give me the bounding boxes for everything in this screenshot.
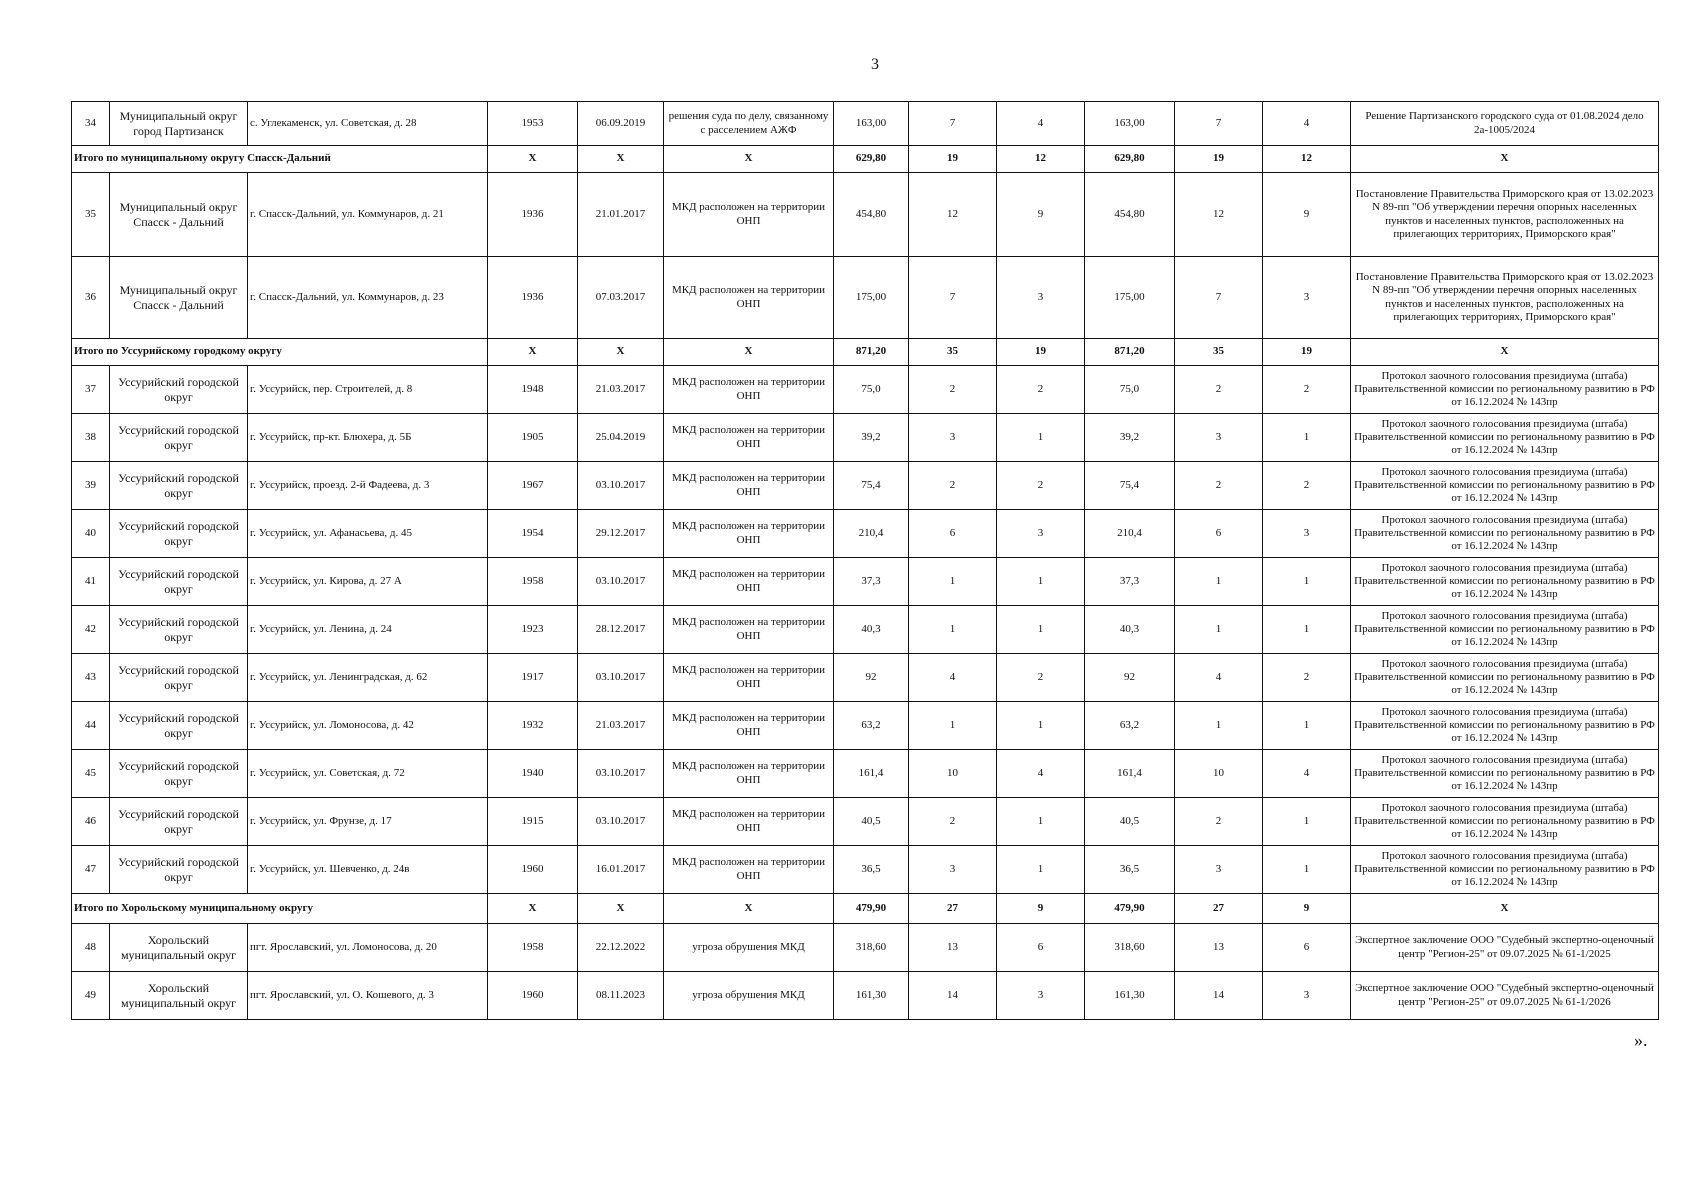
basis-cell: Экспертное заключение ООО "Судебный экспертно-оценочный центр "Регион-25" от 09.07.2025 № 61-1/2026 bbox=[1351, 972, 1659, 1020]
subtotal-label: Итого по Уссурийскому городкому округу bbox=[72, 339, 488, 366]
row-number-cell: 39 bbox=[72, 462, 110, 510]
apartments-resettle-cell: 9 bbox=[1263, 173, 1351, 257]
municipality-cell: Уссурийский городской округ bbox=[110, 366, 248, 414]
persons-resettle-cell: 27 bbox=[1175, 894, 1263, 924]
address-cell: г. Спасск-Дальний, ул. Коммунаров, д. 21 bbox=[248, 173, 488, 257]
year-built-cell: 1915 bbox=[488, 798, 578, 846]
apartments-resettle-cell: 12 bbox=[1263, 146, 1351, 173]
area-resettle-cell: 39,2 bbox=[1085, 414, 1175, 462]
persons-resettle-cell: 6 bbox=[1175, 510, 1263, 558]
year-built-cell: 1967 bbox=[488, 462, 578, 510]
municipality-cell: Уссурийский городской округ bbox=[110, 846, 248, 894]
address-cell: г. Уссурийск, пер. Строителей, д. 8 bbox=[248, 366, 488, 414]
year-built-cell: 1940 bbox=[488, 750, 578, 798]
reason-cell: МКД расположен на территории ОНП bbox=[664, 750, 834, 798]
municipality-cell: Хорольский муниципальный округ bbox=[110, 924, 248, 972]
recognition-date-cell: 03.10.2017 bbox=[578, 558, 664, 606]
address-cell: г. Уссурийск, проезд. 2-й Фадеева, д. 3 bbox=[248, 462, 488, 510]
area-cell: 36,5 bbox=[834, 846, 909, 894]
basis-cell: Протокол заочного голосования президиума (штаба) Правительственной комиссии по региональному развитию в РФ от 16.12.2024 № 143пр bbox=[1351, 510, 1659, 558]
persons-cell: 6 bbox=[909, 510, 997, 558]
area-resettle-cell: 75,4 bbox=[1085, 462, 1175, 510]
address-cell: г. Уссурийск, ул. Фрунзе, д. 17 bbox=[248, 798, 488, 846]
address-cell: г. Уссурийск, ул. Ломоносова, д. 42 bbox=[248, 702, 488, 750]
table-row bbox=[72, 462, 1659, 510]
reason-cell: угроза обрушения МКД bbox=[664, 972, 834, 1020]
municipality-cell: Муниципальный округ город Партизанск bbox=[110, 102, 248, 146]
year-built-cell: 1923 bbox=[488, 606, 578, 654]
basis-cell: Протокол заочного голосования президиума (штаба) Правительственной комиссии по региональному развитию в РФ от 16.12.2024 № 143пр bbox=[1351, 750, 1659, 798]
end-mark: ». bbox=[1634, 1030, 1648, 1050]
area-resettle-cell: 454,80 bbox=[1085, 173, 1175, 257]
recognition-date-cell: 29.12.2017 bbox=[578, 510, 664, 558]
year-built-cell: 1936 bbox=[488, 173, 578, 257]
recognition-date-cell: 08.11.2023 bbox=[578, 972, 664, 1020]
persons-cell: 2 bbox=[909, 366, 997, 414]
persons-resettle-cell: 3 bbox=[1175, 846, 1263, 894]
apartments-cell: 9 bbox=[997, 173, 1085, 257]
basis-cell: Х bbox=[1351, 146, 1659, 173]
persons-cell: 13 bbox=[909, 924, 997, 972]
row-number-cell: 40 bbox=[72, 510, 110, 558]
year-built-cell: 1936 bbox=[488, 257, 578, 339]
apartments-cell: 2 bbox=[997, 462, 1085, 510]
row-number-cell: 38 bbox=[72, 414, 110, 462]
apartments-resettle-cell: 4 bbox=[1263, 102, 1351, 146]
year-built-cell: 1953 bbox=[488, 102, 578, 146]
reason-cell: МКД расположен на территории ОНП bbox=[664, 257, 834, 339]
apartments-resettle-cell: 1 bbox=[1263, 702, 1351, 750]
basis-cell: Постановление Правительства Приморского края от 13.02.2023 N 89-пп "Об утверждении перечня опорных населенных пунктов и населенных пунктов, расположенных на прилегающих территориях, Приморского края" bbox=[1351, 257, 1659, 339]
persons-resettle-cell: 13 bbox=[1175, 924, 1263, 972]
persons-cell: 1 bbox=[909, 558, 997, 606]
area-cell: 37,3 bbox=[834, 558, 909, 606]
area-resettle-cell: 36,5 bbox=[1085, 846, 1175, 894]
apartments-cell: 1 bbox=[997, 702, 1085, 750]
area-resettle-cell: 40,3 bbox=[1085, 606, 1175, 654]
row-number-cell: 45 bbox=[72, 750, 110, 798]
recognition-date-cell: 03.10.2017 bbox=[578, 750, 664, 798]
apartments-cell: 6 bbox=[997, 924, 1085, 972]
area-resettle-cell: 163,00 bbox=[1085, 102, 1175, 146]
reason-cell: МКД расположен на территории ОНП bbox=[664, 462, 834, 510]
row-number-cell: 42 bbox=[72, 606, 110, 654]
area-cell: 40,5 bbox=[834, 798, 909, 846]
apartments-cell: 12 bbox=[997, 146, 1085, 173]
area-resettle-cell: 63,2 bbox=[1085, 702, 1175, 750]
table-row bbox=[72, 366, 1659, 414]
municipality-cell: Уссурийский городской округ bbox=[110, 462, 248, 510]
persons-resettle-cell: 4 bbox=[1175, 654, 1263, 702]
apartments-cell: 1 bbox=[997, 558, 1085, 606]
area-resettle-cell: 210,4 bbox=[1085, 510, 1175, 558]
recognition-date-cell: 28.12.2017 bbox=[578, 606, 664, 654]
table-row bbox=[72, 972, 1659, 1020]
year-built-cell: 1960 bbox=[488, 972, 578, 1020]
area-cell: 40,3 bbox=[834, 606, 909, 654]
area-resettle-cell: 175,00 bbox=[1085, 257, 1175, 339]
municipality-cell: Хорольский муниципальный округ bbox=[110, 972, 248, 1020]
recognition-date-cell: Х bbox=[578, 894, 664, 924]
municipality-cell: Уссурийский городской округ bbox=[110, 798, 248, 846]
persons-cell: 35 bbox=[909, 339, 997, 366]
address-cell: пгт. Ярославский, ул. О. Кошевого, д. 3 bbox=[248, 972, 488, 1020]
apartments-cell: 3 bbox=[997, 510, 1085, 558]
municipality-cell: Уссурийский городской округ bbox=[110, 414, 248, 462]
recognition-date-cell: 21.03.2017 bbox=[578, 366, 664, 414]
area-cell: 175,00 bbox=[834, 257, 909, 339]
persons-resettle-cell: 14 bbox=[1175, 972, 1263, 1020]
area-cell: 92 bbox=[834, 654, 909, 702]
persons-cell: 1 bbox=[909, 702, 997, 750]
area-cell: 479,90 bbox=[834, 894, 909, 924]
area-resettle-cell: 161,4 bbox=[1085, 750, 1175, 798]
table-row bbox=[72, 798, 1659, 846]
apartments-cell: 19 bbox=[997, 339, 1085, 366]
basis-cell: Протокол заочного голосования президиума (штаба) Правительственной комиссии по региональному развитию в РФ от 16.12.2024 № 143пр bbox=[1351, 702, 1659, 750]
address-cell: г. Спасск-Дальний, ул. Коммунаров, д. 23 bbox=[248, 257, 488, 339]
apartments-resettle-cell: 19 bbox=[1263, 339, 1351, 366]
area-resettle-cell: 40,5 bbox=[1085, 798, 1175, 846]
address-cell: г. Уссурийск, ул. Афанасьева, д. 45 bbox=[248, 510, 488, 558]
persons-resettle-cell: 10 bbox=[1175, 750, 1263, 798]
reason-cell: МКД расположен на территории ОНП bbox=[664, 654, 834, 702]
basis-cell: Протокол заочного голосования президиума (штаба) Правительственной комиссии по региональному развитию в РФ от 16.12.2024 № 143пр bbox=[1351, 366, 1659, 414]
persons-resettle-cell: 1 bbox=[1175, 702, 1263, 750]
row-number-cell: 47 bbox=[72, 846, 110, 894]
reason-cell: МКД расположен на территории ОНП bbox=[664, 558, 834, 606]
recognition-date-cell: 03.10.2017 bbox=[578, 798, 664, 846]
apartments-resettle-cell: 3 bbox=[1263, 972, 1351, 1020]
reason-cell: Х bbox=[664, 339, 834, 366]
subtotal-label: Итого по муниципальному округу Спасск-Дальний bbox=[72, 146, 488, 173]
apartments-resettle-cell: 1 bbox=[1263, 798, 1351, 846]
municipality-cell: Уссурийский городской округ bbox=[110, 654, 248, 702]
recognition-date-cell: 21.01.2017 bbox=[578, 173, 664, 257]
reason-cell: МКД расположен на территории ОНП bbox=[664, 606, 834, 654]
persons-cell: 2 bbox=[909, 798, 997, 846]
persons-cell: 10 bbox=[909, 750, 997, 798]
year-built-cell: Х bbox=[488, 146, 578, 173]
area-cell: 63,2 bbox=[834, 702, 909, 750]
area-cell: 318,60 bbox=[834, 924, 909, 972]
persons-resettle-cell: 19 bbox=[1175, 146, 1263, 173]
year-built-cell: 1958 bbox=[488, 558, 578, 606]
table-row bbox=[72, 846, 1659, 894]
reason-cell: МКД расположен на территории ОНП bbox=[664, 414, 834, 462]
apartments-resettle-cell: 1 bbox=[1263, 414, 1351, 462]
reason-cell: МКД расположен на территории ОНП bbox=[664, 366, 834, 414]
persons-cell: 27 bbox=[909, 894, 997, 924]
apartments-cell: 1 bbox=[997, 414, 1085, 462]
apartments-cell: 3 bbox=[997, 972, 1085, 1020]
row-number-cell: 36 bbox=[72, 257, 110, 339]
persons-resettle-cell: 7 bbox=[1175, 257, 1263, 339]
subtotal-label: Итого по Хорольскому муниципальному округу bbox=[72, 894, 488, 924]
municipality-cell: Муниципальный округ Спасск - Дальний bbox=[110, 257, 248, 339]
reason-cell: МКД расположен на территории ОНП bbox=[664, 173, 834, 257]
table-row bbox=[72, 702, 1659, 750]
basis-cell: Х bbox=[1351, 894, 1659, 924]
apartments-cell: 4 bbox=[997, 102, 1085, 146]
recognition-date-cell: 03.10.2017 bbox=[578, 654, 664, 702]
area-cell: 161,30 bbox=[834, 972, 909, 1020]
area-cell: 39,2 bbox=[834, 414, 909, 462]
apartments-resettle-cell: 1 bbox=[1263, 606, 1351, 654]
area-cell: 871,20 bbox=[834, 339, 909, 366]
basis-cell: Постановление Правительства Приморского края от 13.02.2023 N 89-пп "Об утверждении перечня опорных населенных пунктов и населенных пунктов, расположенных на прилегающих территориях, Приморского края" bbox=[1351, 173, 1659, 257]
area-cell: 163,00 bbox=[834, 102, 909, 146]
area-resettle-cell: 37,3 bbox=[1085, 558, 1175, 606]
municipality-cell: Уссурийский городской округ bbox=[110, 510, 248, 558]
address-cell: г. Уссурийск, пр-кт. Блюхера, д. 5Б bbox=[248, 414, 488, 462]
recognition-date-cell: Х bbox=[578, 146, 664, 173]
apartments-resettle-cell: 1 bbox=[1263, 558, 1351, 606]
table-row bbox=[72, 257, 1659, 339]
year-built-cell: 1917 bbox=[488, 654, 578, 702]
basis-cell: Протокол заочного голосования президиума (штаба) Правительственной комиссии по региональному развитию в РФ от 16.12.2024 № 143пр bbox=[1351, 558, 1659, 606]
apartments-resettle-cell: 3 bbox=[1263, 257, 1351, 339]
area-resettle-cell: 479,90 bbox=[1085, 894, 1175, 924]
persons-cell: 19 bbox=[909, 146, 997, 173]
reason-cell: решения суда по делу, связанному с расселением АЖФ bbox=[664, 102, 834, 146]
apartments-cell: 4 bbox=[997, 750, 1085, 798]
apartments-resettle-cell: 2 bbox=[1263, 366, 1351, 414]
persons-resettle-cell: 7 bbox=[1175, 102, 1263, 146]
recognition-date-cell: 21.03.2017 bbox=[578, 702, 664, 750]
persons-cell: 3 bbox=[909, 414, 997, 462]
area-cell: 161,4 bbox=[834, 750, 909, 798]
recognition-date-cell: 06.09.2019 bbox=[578, 102, 664, 146]
apartments-cell: 3 bbox=[997, 257, 1085, 339]
basis-cell: Протокол заочного голосования президиума (штаба) Правительственной комиссии по региональному развитию в РФ от 16.12.2024 № 143пр bbox=[1351, 846, 1659, 894]
reason-cell: Х bbox=[664, 894, 834, 924]
year-built-cell: 1905 bbox=[488, 414, 578, 462]
area-resettle-cell: 92 bbox=[1085, 654, 1175, 702]
year-built-cell: 1960 bbox=[488, 846, 578, 894]
address-cell: пгт. Ярославский, ул. Ломоносова, д. 20 bbox=[248, 924, 488, 972]
recognition-date-cell: 03.10.2017 bbox=[578, 462, 664, 510]
table-row bbox=[72, 510, 1659, 558]
row-number-cell: 37 bbox=[72, 366, 110, 414]
table-row bbox=[72, 173, 1659, 257]
area-cell: 75,0 bbox=[834, 366, 909, 414]
year-built-cell: Х bbox=[488, 894, 578, 924]
address-cell: г. Уссурийск, ул. Советская, д. 72 bbox=[248, 750, 488, 798]
basis-cell: Протокол заочного голосования президиума (штаба) Правительственной комиссии по региональному развитию в РФ от 16.12.2024 № 143пр bbox=[1351, 798, 1659, 846]
row-number-cell: 48 bbox=[72, 924, 110, 972]
municipality-cell: Муниципальный округ Спасск - Дальний bbox=[110, 173, 248, 257]
reason-cell: МКД расположен на территории ОНП bbox=[664, 510, 834, 558]
address-cell: г. Уссурийск, ул. Ленина, д. 24 bbox=[248, 606, 488, 654]
persons-cell: 7 bbox=[909, 257, 997, 339]
row-number-cell: 46 bbox=[72, 798, 110, 846]
basis-cell: Х bbox=[1351, 339, 1659, 366]
persons-resettle-cell: 1 bbox=[1175, 558, 1263, 606]
persons-cell: 2 bbox=[909, 462, 997, 510]
area-cell: 210,4 bbox=[834, 510, 909, 558]
basis-cell: Экспертное заключение ООО "Судебный экспертно-оценочный центр "Регион-25" от 09.07.2025 № 61-1/2025 bbox=[1351, 924, 1659, 972]
apartments-cell: 1 bbox=[997, 846, 1085, 894]
area-resettle-cell: 318,60 bbox=[1085, 924, 1175, 972]
row-number-cell: 35 bbox=[72, 173, 110, 257]
basis-cell: Протокол заочного голосования президиума (штаба) Правительственной комиссии по региональному развитию в РФ от 16.12.2024 № 143пр bbox=[1351, 654, 1659, 702]
address-cell: г. Уссурийск, ул. Ленинградская, д. 62 bbox=[248, 654, 488, 702]
subtotal-row bbox=[72, 339, 1659, 366]
persons-cell: 14 bbox=[909, 972, 997, 1020]
year-built-cell: 1958 bbox=[488, 924, 578, 972]
row-number-cell: 41 bbox=[72, 558, 110, 606]
address-cell: г. Уссурийск, ул. Шевченко, д. 24в bbox=[248, 846, 488, 894]
apartments-resettle-cell: 2 bbox=[1263, 654, 1351, 702]
apartments-resettle-cell: 6 bbox=[1263, 924, 1351, 972]
persons-cell: 3 bbox=[909, 846, 997, 894]
area-resettle-cell: 629,80 bbox=[1085, 146, 1175, 173]
municipality-cell: Уссурийский городской округ bbox=[110, 750, 248, 798]
municipality-cell: Уссурийский городской округ bbox=[110, 606, 248, 654]
apartments-resettle-cell: 2 bbox=[1263, 462, 1351, 510]
persons-resettle-cell: 2 bbox=[1175, 462, 1263, 510]
subtotal-row bbox=[72, 894, 1659, 924]
persons-cell: 7 bbox=[909, 102, 997, 146]
area-resettle-cell: 161,30 bbox=[1085, 972, 1175, 1020]
persons-resettle-cell: 35 bbox=[1175, 339, 1263, 366]
area-cell: 629,80 bbox=[834, 146, 909, 173]
year-built-cell: 1932 bbox=[488, 702, 578, 750]
persons-cell: 4 bbox=[909, 654, 997, 702]
apartments-resettle-cell: 1 bbox=[1263, 846, 1351, 894]
address-cell: г. Уссурийск, ул. Кирова, д. 27 А bbox=[248, 558, 488, 606]
basis-cell: Решение Партизанского городского суда от 01.08.2024 дело 2а-1005/2024 bbox=[1351, 102, 1659, 146]
persons-cell: 12 bbox=[909, 173, 997, 257]
table-row bbox=[72, 606, 1659, 654]
row-number-cell: 34 bbox=[72, 102, 110, 146]
year-built-cell: Х bbox=[488, 339, 578, 366]
area-resettle-cell: 871,20 bbox=[1085, 339, 1175, 366]
table-row bbox=[72, 558, 1659, 606]
basis-cell: Протокол заочного голосования президиума (штаба) Правительственной комиссии по региональному развитию в РФ от 16.12.2024 № 143пр bbox=[1351, 462, 1659, 510]
basis-cell: Протокол заочного голосования президиума (штаба) Правительственной комиссии по региональному развитию в РФ от 16.12.2024 № 143пр bbox=[1351, 606, 1659, 654]
apartments-resettle-cell: 3 bbox=[1263, 510, 1351, 558]
area-resettle-cell: 75,0 bbox=[1085, 366, 1175, 414]
apartments-resettle-cell: 4 bbox=[1263, 750, 1351, 798]
recognition-date-cell: 22.12.2022 bbox=[578, 924, 664, 972]
apartments-resettle-cell: 9 bbox=[1263, 894, 1351, 924]
table-row bbox=[72, 924, 1659, 972]
reason-cell: угроза обрушения МКД bbox=[664, 924, 834, 972]
apartments-cell: 9 bbox=[997, 894, 1085, 924]
persons-resettle-cell: 3 bbox=[1175, 414, 1263, 462]
municipality-cell: Уссурийский городской округ bbox=[110, 702, 248, 750]
address-cell: с. Углекаменск, ул. Советская, д. 28 bbox=[248, 102, 488, 146]
year-built-cell: 1954 bbox=[488, 510, 578, 558]
area-cell: 75,4 bbox=[834, 462, 909, 510]
row-number-cell: 49 bbox=[72, 972, 110, 1020]
persons-resettle-cell: 1 bbox=[1175, 606, 1263, 654]
persons-resettle-cell: 2 bbox=[1175, 798, 1263, 846]
area-cell: 454,80 bbox=[834, 173, 909, 257]
reason-cell: МКД расположен на территории ОНП bbox=[664, 798, 834, 846]
table-row bbox=[72, 654, 1659, 702]
recognition-date-cell: 07.03.2017 bbox=[578, 257, 664, 339]
row-number-cell: 43 bbox=[72, 654, 110, 702]
recognition-date-cell: 25.04.2019 bbox=[578, 414, 664, 462]
recognition-date-cell: 16.01.2017 bbox=[578, 846, 664, 894]
apartments-cell: 1 bbox=[997, 606, 1085, 654]
row-number-cell: 44 bbox=[72, 702, 110, 750]
reason-cell: МКД расположен на территории ОНП bbox=[664, 846, 834, 894]
apartments-cell: 2 bbox=[997, 654, 1085, 702]
subtotal-row bbox=[72, 146, 1659, 173]
apartments-cell: 1 bbox=[997, 798, 1085, 846]
apartments-cell: 2 bbox=[997, 366, 1085, 414]
year-built-cell: 1948 bbox=[488, 366, 578, 414]
table-row bbox=[72, 750, 1659, 798]
persons-resettle-cell: 2 bbox=[1175, 366, 1263, 414]
reason-cell: Х bbox=[664, 146, 834, 173]
table-row bbox=[72, 414, 1659, 462]
basis-cell: Протокол заочного голосования президиума (штаба) Правительственной комиссии по региональному развитию в РФ от 16.12.2024 № 143пр bbox=[1351, 414, 1659, 462]
persons-resettle-cell: 12 bbox=[1175, 173, 1263, 257]
persons-cell: 1 bbox=[909, 606, 997, 654]
recognition-date-cell: Х bbox=[578, 339, 664, 366]
housing-register-table bbox=[71, 101, 1659, 1020]
reason-cell: МКД расположен на территории ОНП bbox=[664, 702, 834, 750]
page-number: 3 bbox=[871, 56, 879, 73]
municipality-cell: Уссурийский городской округ bbox=[110, 558, 248, 606]
table-row bbox=[72, 102, 1659, 146]
